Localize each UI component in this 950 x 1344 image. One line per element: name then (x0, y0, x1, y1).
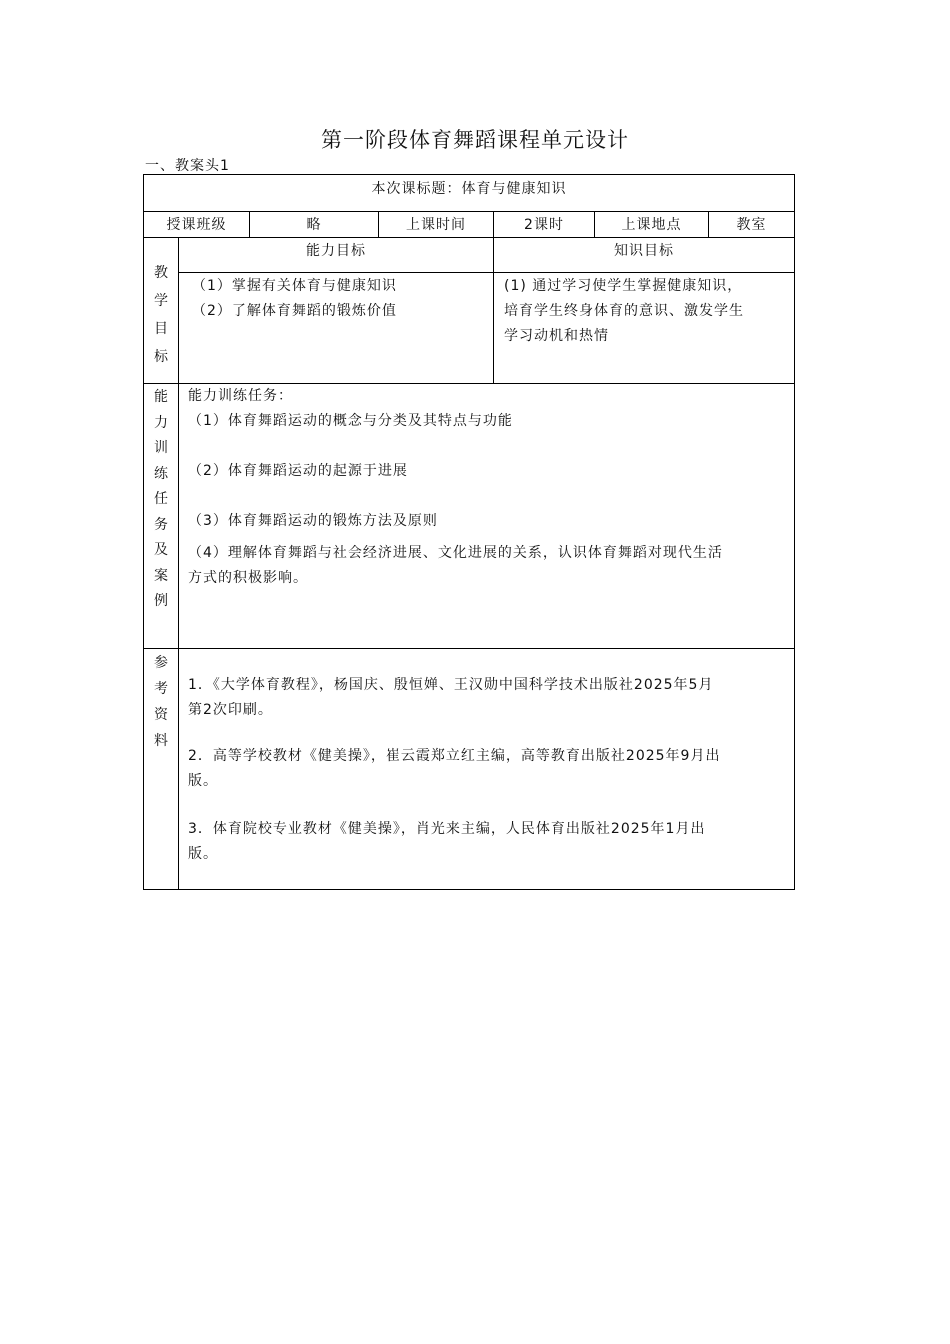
row-divider (144, 211, 794, 212)
row-divider (178, 272, 794, 273)
goals-side-label: 教 学 目 标 (154, 265, 168, 365)
info-location-label: 上课地点 (621, 217, 682, 233)
tasks-side-label: 能 力 训 练 任 务 及 案 例 (154, 389, 168, 609)
ability-goal-list (192, 274, 397, 324)
references-side-label: 参 考 资 料 (154, 655, 168, 749)
row-divider (144, 383, 794, 384)
row-divider (144, 237, 794, 238)
info-class-label: 授课班级 (166, 217, 227, 233)
reference-item: 1．《大学体育教程》，杨国庆、殷恒婵、王汉勋中国科学技术出版社2025年5月 第2次印刷。 (188, 677, 714, 718)
task-item: （2）体育舞蹈运动的起源于进展 (188, 463, 408, 479)
lesson-plan-table (143, 174, 795, 890)
ability-goal-item: （1）掌握有关体育与健康知识 (192, 278, 397, 294)
tasks-heading: 能力训练任务： (188, 388, 293, 404)
task-item: （3）体育舞蹈运动的锻炼方法及原则 (188, 513, 438, 529)
lesson-topic: 本次课标题：体育与健康知识 (371, 181, 567, 197)
info-time-value: 2课时 (524, 217, 564, 233)
task-item: （1）体育舞蹈运动的概念与分类及其特点与功能 (188, 413, 513, 429)
ability-goal-header: 能力目标 (306, 243, 366, 259)
col-divider (178, 237, 179, 889)
info-class-value: 略 (306, 217, 322, 233)
info-location-value: 教室 (736, 217, 767, 233)
reference-item: 3．体育院校专业教材《健美操》，肖光来主编，人民体育出版社2025年1月出 版。 (188, 821, 706, 862)
info-time-label: 上课时间 (406, 217, 466, 233)
section-label: 一、教案头1 (145, 158, 230, 174)
page-title: 第一阶段体育舞蹈课程单元设计 (321, 128, 629, 152)
knowledge-goal-text: (1) 通过学习使学生掌握健康知识， 培育学生终身体育的意识、激发学生 学习动机和热情 (504, 278, 744, 344)
reference-item: 2．高等学校教材《健美操》，崔云霞郑立红主编，高等教育出版社2025年9月出 版。 (188, 748, 721, 789)
task-item: （4）理解体育舞蹈与社会经济进展、文化进展的关系，认识体育舞蹈对现代生活 方式的积极影响。 (188, 545, 723, 586)
ability-goal-item: （2）了解体育舞蹈的锻炼价值 (192, 303, 397, 319)
knowledge-goal-header: 知识目标 (614, 243, 674, 259)
row-divider (144, 648, 794, 649)
